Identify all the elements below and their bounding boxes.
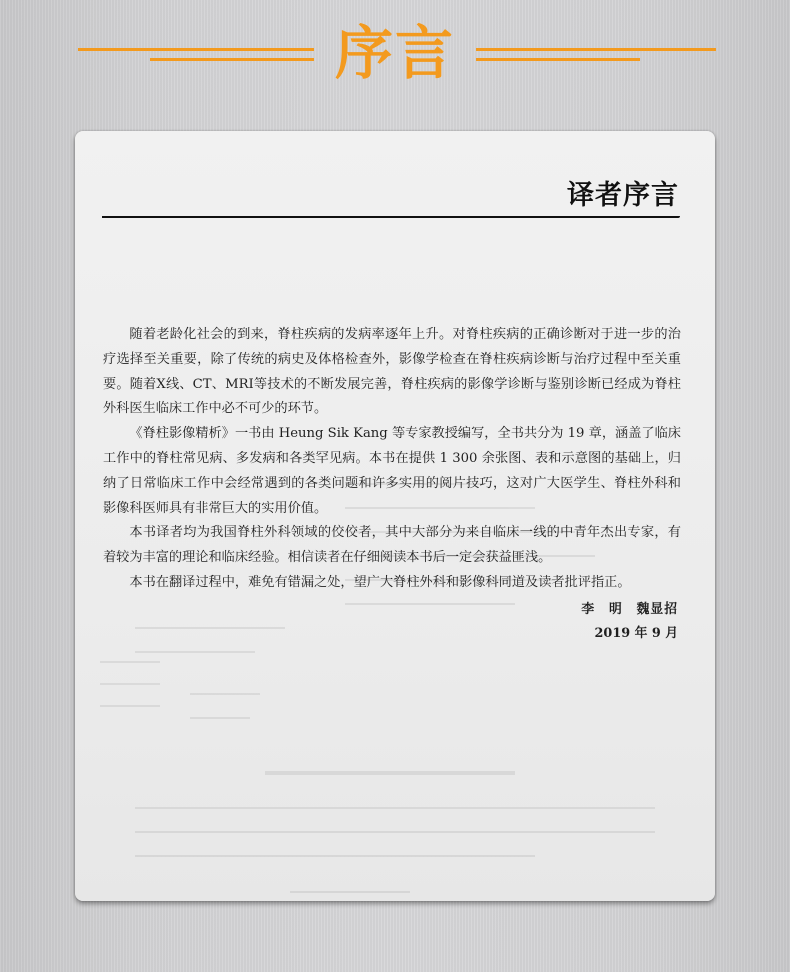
- banner-title: 序言: [334, 19, 455, 87]
- heading-rule: [102, 216, 680, 218]
- preface-body: [103, 323, 681, 596]
- paragraph-1: 随着老龄化社会的到来，脊柱疾病的发病率逐年上升。对脊柱疾病的正确诊断对于进一步的治疗选择至关重要，除了传统的病史及体格检查外，影像学检查在脊柱疾病诊断与治疗过程中至关重要。随着X线、CT、MRI等技术的不断发展完善，脊柱疾病的影像学诊断与鉴别诊断已经成为脊柱外科医生临床工作中必不可少的环节。: [103, 327, 681, 417]
- banner-right-rule-short: [476, 58, 640, 61]
- paragraph-4: 本书在翻译过程中，难免有错漏之处，望广大脊柱外科和影像科同道及读者批评指正。: [129, 574, 631, 590]
- page-heading: 译者序言: [567, 180, 679, 211]
- translator-signature: 李 明 魏显招: [581, 602, 678, 617]
- book-page: [75, 131, 715, 901]
- banner-left-rule-short: [150, 58, 314, 61]
- paragraph-2: 《脊柱影像精析》一书由 Heung Sik Kang 等专家教授编写，全书共分为 19 章，涵盖了临床工作中的脊柱常见病、多发病和各类罕见病。本书在提供 1 300 余张图、表和示意图的基础上，归纳了日常临床工作中会经常遇到的各类问题和许多实用的阅片技巧，这对广大医学生、脊柱外科和影像科医师具有非常巨大的实用价值。: [103, 426, 681, 516]
- section-banner: [0, 18, 790, 88]
- paragraph-3: 本书译者均为我国脊柱外科领域的佼佼者，其中大部分为来自临床一线的中青年杰出专家，有着较为丰富的理论和临床经验。相信读者在仔细阅读本书后一定会获益匪浅。: [103, 525, 681, 566]
- signature-date: 2019 年 9 月: [594, 626, 678, 641]
- banner-right-rule: [476, 48, 716, 51]
- banner-left-rule: [78, 48, 314, 51]
